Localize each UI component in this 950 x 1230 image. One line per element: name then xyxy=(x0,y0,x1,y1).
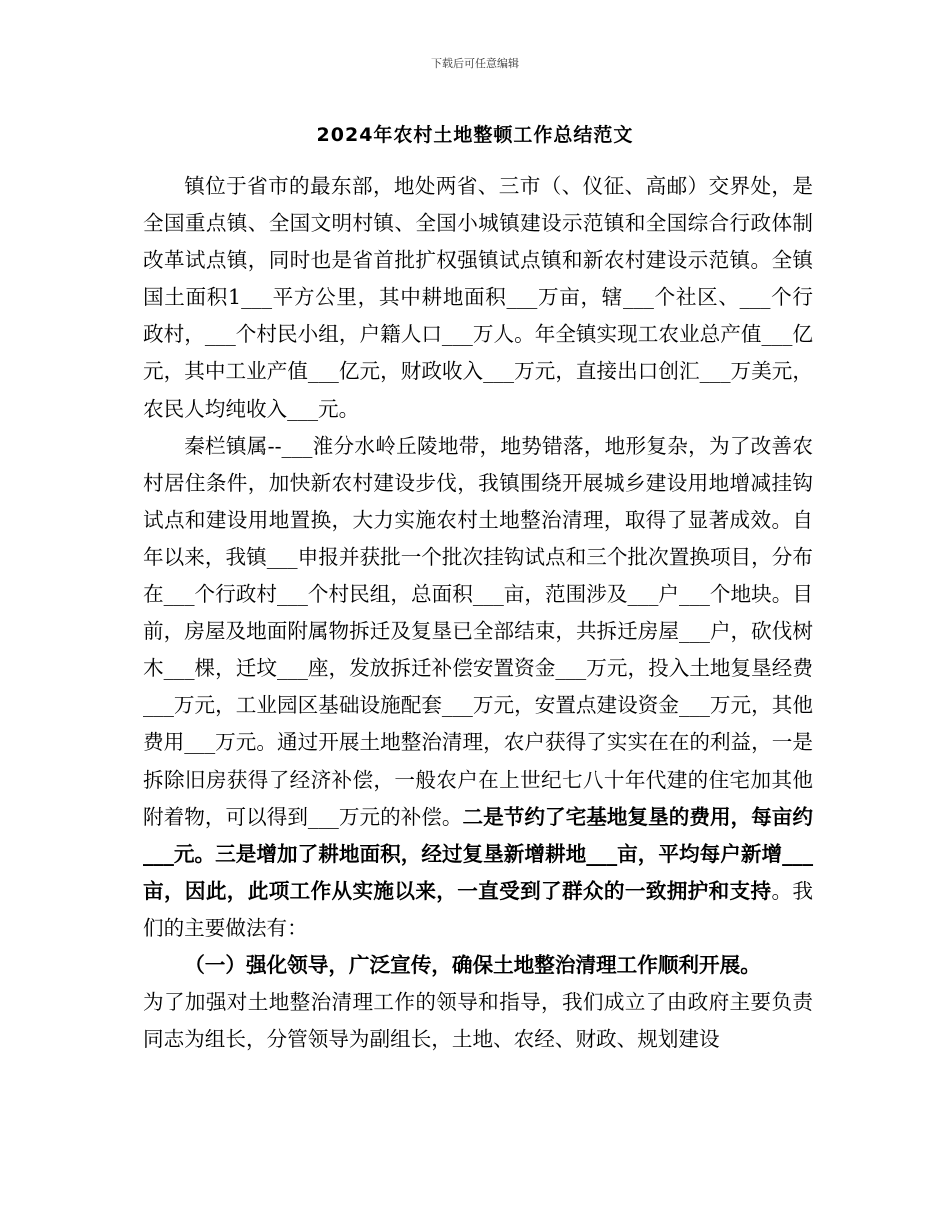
paragraph-results-text: 秦栏镇属--___淮分水岭丘陵地带，地势错落，地形复杂，为了改善农村居住条件，加快新农村建设步伐，我镇围绕开展城乡建设用地增减挂钩试点和建设用地置换，大力实施农村土地整治清理，取得了显著成效。自年以来，我镇___申报并获批一个批次挂钩试点和三个批次置换项目，分布在___个行政村___个村民组，总面积___亩，范围涉及___户___个地块。目前，房屋及地面附属物拆迁及复垦已全部结束，共拆迁房屋___户，砍伐树木___棵，迁坟___座，发放拆迁补偿安置资金___万元，投入土地复垦经费___万元，工业园区基础设施配套___万元，安置点建设资金___万元，其他费用___万元。通过开展土地整治清理，农户获得了实实在在的利益，一是拆除旧房获得了经济补偿，一般农户在上世纪七八十年代建的住宅加其他附着物，可以得到___万元的补偿。 xyxy=(143,433,813,829)
paragraph-intro: 镇位于省市的最东部，地处两省、三市（、仪征、高邮）交界处，是全国重点镇、全国文明村镇、全国小城镇建设示范镇和全国综合行政体制改革试点镇，同时也是省首批扩权强镇试点镇和新农村建设示范镇。全镇国土面积1___平方公里，其中耕地面积___万亩，辖___个社区、___个行政村，___个村民小组，户籍人口___万人。年全镇实现工农业总产值___亿元，其中工业产值___亿元，财政收入___万元，直接出口创汇___万美元，农民人均纯收入___元。 xyxy=(143,174,813,421)
paragraph-results-tail: 。我们的主要做法有： xyxy=(143,878,814,940)
section-one-body: 为了加强对土地整治清理工作的领导和指导，我们成立了由政府主要负责同志为组长，分管领导为副组长，土地、农经、财政、规划建设 xyxy=(143,990,813,1052)
document-body xyxy=(143,168,813,1058)
paragraph-results-bold: 二是节约了宅基地复垦的费用，每亩约___元。三是增加了耕地面积，经过复垦新增耕地___亩，平均每户新增___亩，因此，此项工作从实施以来，一直受到了群众的一致拥护和支持 xyxy=(143,804,814,903)
section-one xyxy=(143,947,813,984)
document-title: 2024年农村土地整顿工作总结范文 xyxy=(316,124,634,146)
header-note: 下载后可任意编辑 xyxy=(431,57,519,70)
section-one-heading: （一）强化领导，广泛宣传，确保土地整治清理工作顺利开展。 xyxy=(184,952,761,977)
paragraph-results xyxy=(143,428,813,947)
